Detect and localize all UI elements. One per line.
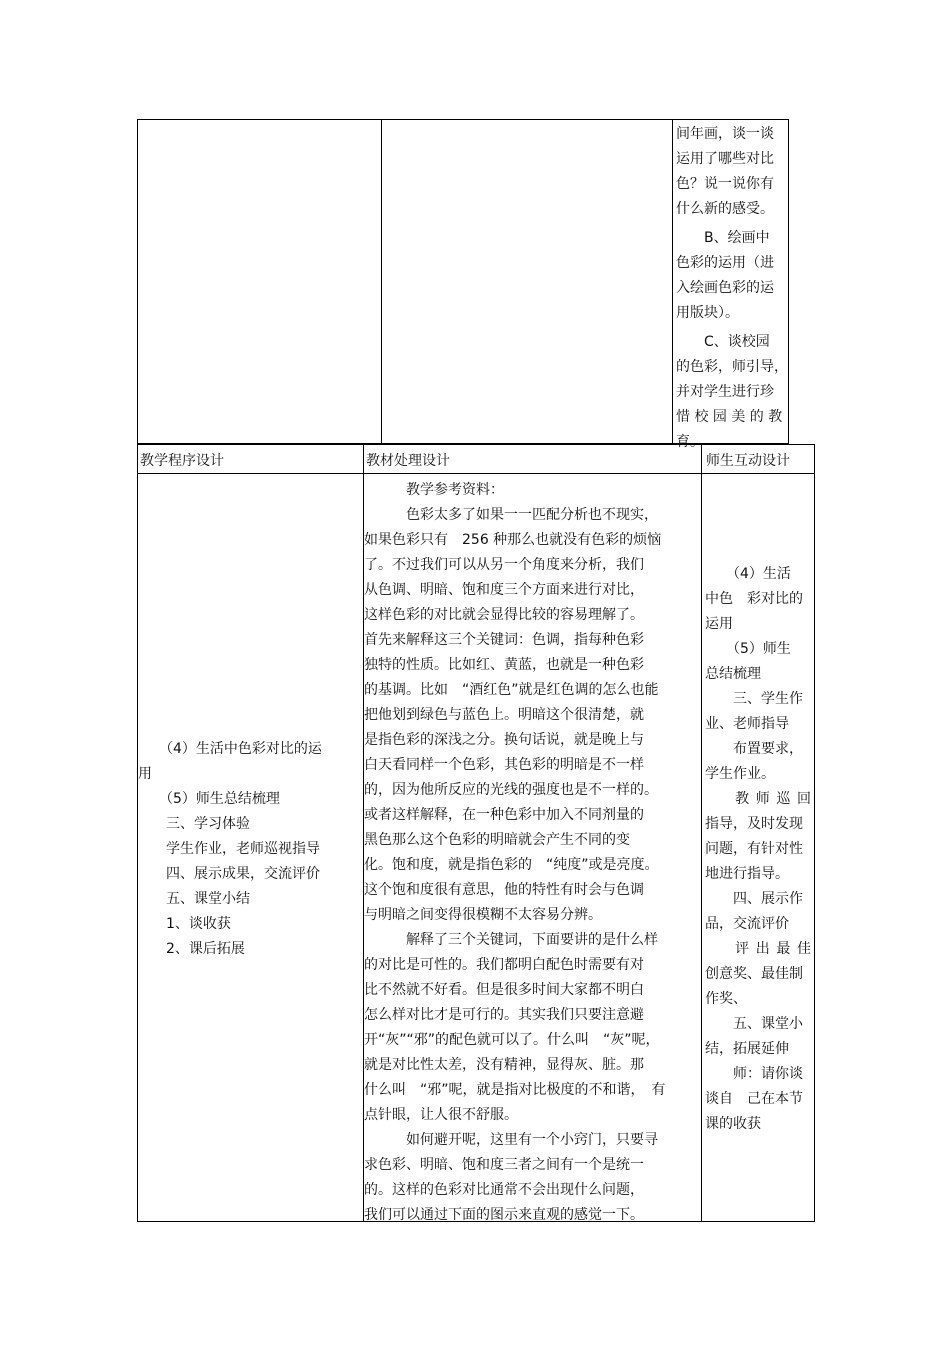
text-line: 独特的性质。比如红、黄蓝，也就是一种色彩 — [364, 657, 644, 673]
text-line: 白天看同样一个色彩，其色彩的明暗是不一样 — [364, 757, 644, 773]
text-line: 点针眼，让人很不舒服。 — [364, 1107, 518, 1123]
text-line: 三、学生作 — [705, 691, 803, 707]
text-line: 谈自 己在本节 — [705, 1091, 803, 1107]
text-line: 惜 校 园 美 的 教 — [676, 409, 783, 425]
text-line: 创意奖、最佳制 — [705, 966, 803, 982]
text-line: 师：请你谈 — [705, 1066, 803, 1082]
text-line: 的，因为他所反应的光线的强度也是不一样的。 — [364, 782, 658, 798]
text-line: 中色 彩对比的 — [705, 591, 803, 607]
text-line: 评 出 最 佳 — [705, 941, 811, 957]
text-line: 的。这样的色彩对比通常不会出现什么问题， — [364, 1182, 644, 1198]
text-line: 求色彩、明暗、饱和度三者之间有一个是统一 — [364, 1157, 644, 1173]
text-line: 五、课堂小 — [705, 1016, 803, 1032]
text-line: 我们可以通过下面的图示来直观的感觉一下。 — [364, 1207, 644, 1223]
text-line: 把他划到绿色与蓝色上。明暗这个很清楚，就 — [364, 707, 644, 723]
continuation-col-procedure — [138, 120, 382, 443]
text-line: 什么新的感受。 — [676, 201, 774, 217]
text-line: 2、课后拓展 — [138, 941, 245, 957]
text-line: 就是对比性太差，没有精神，显得灰、脏。那 — [364, 1057, 644, 1073]
text-line: 的色彩，师引导， — [676, 359, 788, 375]
text-line: 总结梳理 — [705, 666, 761, 682]
procedure-text — [138, 737, 362, 962]
text-line: 并对学生进行珍 — [676, 384, 774, 400]
text-line: 色？说一说你有 — [676, 176, 774, 192]
text-line: 开“灰”“邪”的配色就可以了。什么叫 “灰”呢， — [364, 1032, 660, 1048]
material-text — [364, 478, 700, 1228]
text-line: 运用 — [705, 616, 733, 632]
text-line: 用版块）。 — [676, 305, 739, 321]
text-line: 入绘画色彩的运 — [676, 280, 774, 296]
text-line: 教 师 巡 回 — [705, 791, 811, 807]
material-cell — [364, 474, 702, 1221]
text-line: 四、展示作 — [705, 891, 803, 907]
interaction-cell — [702, 474, 814, 1221]
text-line: 如何避开呢，这里有一个小窍门，只要寻 — [364, 1132, 658, 1148]
text-line: 或者这样解释，在一种色彩中加入不同剂量的 — [364, 807, 644, 823]
text-line: 布置要求， — [705, 741, 803, 757]
header-procedure-design — [138, 445, 364, 474]
text-line: 指导，及时发现 — [705, 816, 803, 832]
header-label: 教学程序设计 — [140, 453, 224, 469]
text-line: 与明暗之间变得很模糊不太容易分辨。 — [364, 907, 602, 923]
text-line: 的对比是可性的。我们都明白配色时需要有对 — [364, 957, 644, 973]
text-line: 运用了哪些对比 — [676, 151, 774, 167]
text-line: 五、课堂小结 — [138, 891, 250, 907]
text-line: 四、展示成果，交流评价 — [138, 866, 320, 882]
text-line: （5）师生 — [705, 641, 791, 657]
text-line: 育。 — [676, 434, 704, 450]
text-line: （4）生活中色彩对比的运 — [138, 741, 322, 757]
text-line: 课的收获 — [705, 1116, 761, 1132]
text-line: 解释了三个关键词，下面要讲的是什么样 — [364, 932, 658, 948]
text-line: （5）师生总结梳理 — [138, 791, 280, 807]
text-line: 从色调、明暗、饱和度三个方面来进行对比， — [364, 582, 644, 598]
text-line: 如果色彩只有 256 种那么也就没有色彩的烦恼 — [364, 532, 662, 548]
text-line: 怎么样对比才是可行的。其实我们只要注意避 — [364, 1007, 644, 1023]
continuation-col-interaction — [673, 120, 790, 450]
interaction-text — [705, 562, 811, 1137]
header-label: 师生互动设计 — [706, 453, 790, 469]
text-line: 了。不过我们可以从另一个角度来分析，我们 — [364, 557, 644, 573]
text-line: 什么叫 “邪”呢，就是指对比极度的不和谐， 有 — [364, 1082, 666, 1098]
text-line: 这个饱和度很有意思，他的特性有时会与色调 — [364, 882, 644, 898]
text-line: 这样色彩的对比就会显得比较的容易理解了。 — [364, 607, 644, 623]
text-line: 的基调。比如 “酒红色”就是红色调的怎么也能 — [364, 682, 659, 698]
header-label: 教材处理设计 — [366, 453, 450, 469]
header-interaction-design — [702, 445, 814, 474]
text-line: 化。饱和度，就是指色彩的 “纯度”或是亮度。 — [364, 857, 659, 873]
procedure-cell — [138, 474, 364, 1221]
text-line: 三、学习体验 — [138, 816, 250, 832]
text-line: 用 — [138, 766, 152, 782]
header-material-design — [364, 445, 702, 474]
text-line: 黑色那么这个色彩的明暗就会产生不同的变 — [364, 832, 630, 848]
text-line: 结，拓展延伸 — [705, 1041, 789, 1057]
text-line: 地进行指导。 — [705, 866, 789, 882]
continuation-col-material — [382, 120, 673, 443]
text-line: 教学参考资料： — [364, 482, 504, 498]
text-line: 问题，有针对性 — [705, 841, 803, 857]
text-line: 间年画，谈一谈 — [676, 126, 774, 142]
text-line: 比不然就不好看。但是很多时间大家都不明白 — [364, 982, 644, 998]
text-line: 学生作业。 — [705, 766, 775, 782]
text-line: 色彩的运用（进 — [676, 255, 774, 271]
text-line: 作奖、 — [705, 991, 747, 1007]
text-line: 学生作业，老师巡视指导 — [138, 841, 320, 857]
text-line: 是指色彩的深浅之分。换句话说，就是晚上与 — [364, 732, 644, 748]
text-line: 业、老师指导 — [705, 716, 789, 732]
text-line: 首先来解释这三个关键词：色调，指每种色彩 — [364, 632, 644, 648]
text-line: C、谈校园 — [676, 334, 770, 350]
text-line: （4）生活 — [705, 566, 791, 582]
text-line: 品，交流评价 — [705, 916, 789, 932]
text-line: 色彩太多了如果一一匹配分析也不现实， — [364, 507, 658, 523]
text-line: B、绘画中 — [676, 230, 770, 246]
lesson-design-table — [137, 444, 815, 1222]
text-line: 1、谈收获 — [138, 916, 231, 932]
continuation-table — [137, 119, 789, 450]
